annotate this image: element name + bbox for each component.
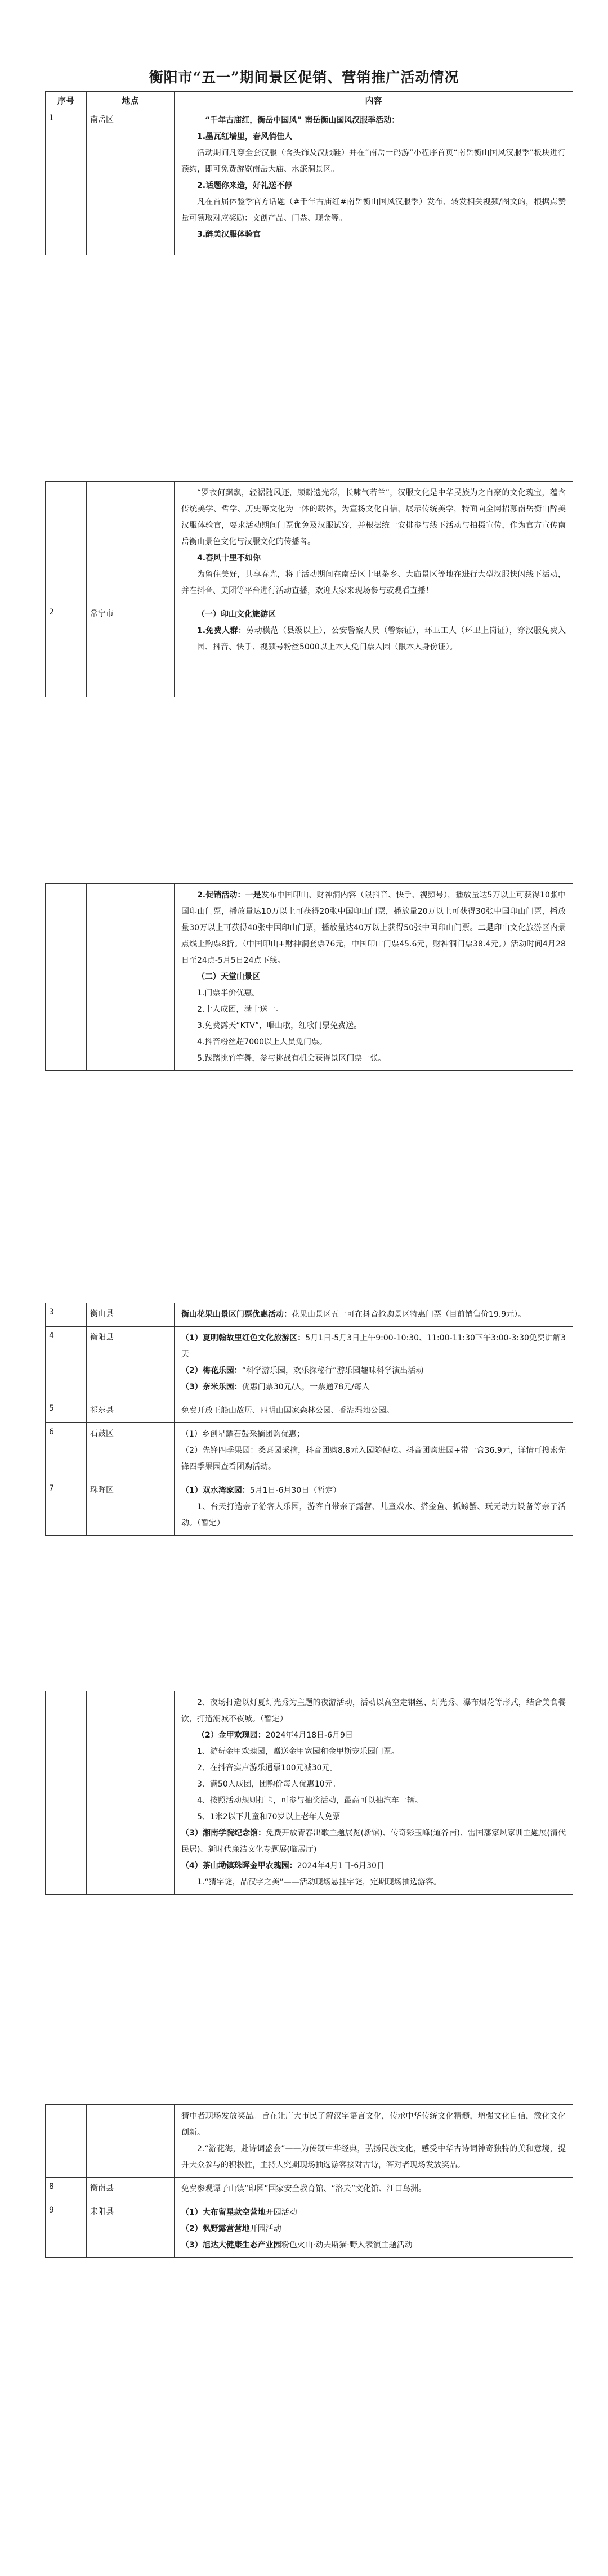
row-location: 耒阳县: [87, 2201, 175, 2258]
row-location-empty: [87, 1691, 175, 1895]
table-row: [46, 2201, 573, 2258]
row-content: [175, 884, 573, 1071]
row-content: [175, 1303, 573, 1327]
list-item: 1、游玩金甲欢瑰园，赠送金甲宽园和金甲斯宠乐园门票。: [197, 1747, 399, 1756]
table-row: [46, 1327, 573, 1399]
item-text: 免费开放青春出歌主题展览(新馆)、传奇彩玉峰(道谷南)、雷国藩家风家训主题展(清代民居)、新时代廉洁文化专题展(临展厅): [181, 1829, 566, 1854]
row-index: 7: [46, 1479, 87, 1536]
row-content: [175, 482, 573, 603]
header-location: 地点: [87, 92, 175, 109]
row-location: 南岳区: [87, 109, 175, 255]
activity-heading: “千年古庙红，衡岳中国风” 南岳衡山国风汉服季活动：: [205, 116, 400, 125]
item-text: 优惠门票30元/人，一票通78元/每人: [242, 1383, 370, 1392]
row-content: [175, 603, 573, 697]
item-label: （4）茶山坳镇珠晖金甲农瑰园：: [181, 1861, 297, 1870]
section-text: 为留住美好，共享春光，将于活动期间在南岳区十里茶乡、大庙景区等地在进行大型汉服快闪线下活动，并在抖音、美团等平台进行活动直播，欢迎大家来现场参与或观看直播！: [181, 570, 566, 595]
row-content: [175, 1423, 573, 1479]
list-item: 5.践踏挑竹竿舞，参与挑战有机会获得景区门票一张。: [197, 1054, 386, 1063]
row-location: 祁东县: [87, 1399, 175, 1423]
item-text: 免费开放王船山故居、四明山国家森林公园、香湖湿地公园。: [181, 1406, 394, 1415]
section-title: 2.话题你来造，好礼送不停: [197, 181, 293, 190]
subsection-heading: （一）印山文化旅游区: [197, 610, 276, 619]
row-location-empty: [87, 482, 175, 603]
item-text: 猜中者现场发放奖品。旨在让广大市民了解汉字语言文化，传承中华传统文化精髓，增强文化自信，激化文化创新。: [181, 2112, 566, 2137]
header-content: 内容: [175, 92, 573, 109]
item-text: 免费参观谭子山镇“印园”国家安全教育馆、“洛夫”文化馆、江口鸟洲。: [181, 2184, 427, 2193]
item-text: 花果山景区五一可在抖音抢购景区特惠门票（目前销售价19.9元）。: [292, 1310, 526, 1319]
item-text: （2）先锋四季果园：桑葚园采摘，抖音团购8.8元入园随便吃。抖音团购进园+带一盒36.9元，详情可搜索先锋四季果园查看团购活动。: [181, 1446, 566, 1471]
row-content: [175, 1327, 573, 1399]
item-text: 粉色火山·动夫斯猫·野人表演主题活动: [281, 2241, 413, 2250]
table-segment-4: [45, 1303, 573, 1536]
table-row: [46, 2178, 573, 2201]
table-row: [46, 109, 573, 255]
header-index: 序号: [46, 92, 87, 109]
row-index: 9: [46, 2201, 87, 2258]
item-label: （3）湘南学院纪念馆：: [181, 1829, 266, 1838]
row-index-empty: [46, 482, 87, 603]
item-text: （1）乡创星耀石鼓采摘团购优惠；: [181, 1430, 305, 1439]
table-row: [46, 1479, 573, 1536]
table-segment-6: [45, 2104, 573, 2258]
row-content: [175, 2105, 573, 2178]
item-label: 1.免费人群：: [197, 626, 247, 635]
row-index: 3: [46, 1303, 87, 1327]
row-index: 2: [46, 603, 87, 697]
row-index: 1: [46, 109, 87, 255]
item-text: 开园活动: [249, 2224, 281, 2233]
list-item: 5、1米2以下儿童和70岁以上老年人免票: [197, 1812, 341, 1821]
item-text: 2024年4月18日-6月9日: [265, 1731, 353, 1740]
item-label: 二是: [477, 923, 494, 932]
table-row: [46, 884, 573, 1071]
table-header-row: [46, 92, 573, 109]
table-row: [46, 2105, 573, 2178]
subsection-heading: （二）天堂山景区: [197, 972, 260, 981]
item-text: 5月1日-5月3日上午9:00-10:30、11:00-11:30下午3:00-3:30免费讲解3天: [181, 1334, 566, 1359]
section-title: 4.春风十里不如你: [197, 554, 261, 563]
row-location-empty: [87, 2105, 175, 2178]
item-label: 衡山花果山景区门票优惠活动：: [181, 1310, 292, 1319]
list-item: 4、按照活动规则打卡，可参与抽奖活动，最高可以抽汽车一辆。: [197, 1796, 423, 1805]
item-label: （1）双水湾家园：: [181, 1486, 250, 1495]
row-location: 常宁市: [87, 603, 175, 697]
item-text: 2024年4月1日-6月30日: [297, 1861, 385, 1870]
item-text: 发布中国印山、财神洞内容（限抖音、快手、视频号），播放量达5万以上可获得10张中国印山门票，播放量达10万以上可获得20张中国印山门票，播放量20万以上可获得30张中国印山门票，播放量30万以上可获得40张中国印山门票，播放量达40万以上获得50张中国印山门票。: [181, 891, 566, 932]
row-content: [175, 109, 573, 255]
item-text: “科学游乐园，欢乐探秘行”游乐园趣味科学演出活动: [242, 1366, 424, 1375]
item-text: 劳动模范（县级以上），公安警察人员（警察证），环卫工人（环卫上岗证），穿汉服免费入园、抖音、快手、视频号粉丝5000以上本人免门票入园（限本人身份证）。: [197, 626, 566, 652]
list-item: 2、在抖音实卢游乐通票100元减30元。: [197, 1763, 338, 1772]
table-row: [46, 1399, 573, 1423]
item-text: 印山文化旅游区内景点线上购票8折。（中国印山+财神洞套票76元，中国印山门票45.6元，财神洞门票38.4元。）活动时间4月28日至24点-5月5日24点下线。: [181, 923, 566, 965]
item-label: （3）奈米乐园：: [181, 1383, 242, 1392]
row-index: 6: [46, 1423, 87, 1479]
row-index-empty: [46, 2105, 87, 2178]
row-location: 珠晖区: [87, 1479, 175, 1536]
row-content: [175, 2201, 573, 2258]
row-location: 石鼓区: [87, 1423, 175, 1479]
table-row: [46, 603, 573, 697]
row-index: 5: [46, 1399, 87, 1423]
table-segment-1: [45, 91, 573, 255]
table-row: [46, 1691, 573, 1895]
list-item: 3.免费露天“KTV”，唱山歌，红歌门票免费送。: [197, 1021, 362, 1030]
item-label: （3）旭达大健康生态产业园: [181, 2241, 281, 2250]
item-label: （2）梅花乐园：: [181, 1366, 242, 1375]
table-segment-2: [45, 481, 573, 697]
row-location: 衡山县: [87, 1303, 175, 1327]
row-index: 8: [46, 2178, 87, 2201]
row-location-empty: [87, 884, 175, 1071]
row-location: 衡南县: [87, 2178, 175, 2201]
row-index-empty: [46, 1691, 87, 1895]
list-item: 4.抖音粉丝超7000以上人员免门票。: [197, 1038, 327, 1047]
item-label: （2）枫野露营营地: [181, 2224, 250, 2233]
list-item: 3、满50人成团，团购价每人优惠10元。: [197, 1780, 341, 1789]
list-item: 1.“猜字谜，品汉字之美”——活动现场悬挂字谜，定期现场抽选游客。: [197, 1878, 441, 1887]
row-content: [175, 1479, 573, 1536]
table-row: [46, 1423, 573, 1479]
item-text: 5月1日-6月30日（暂定）: [249, 1486, 341, 1495]
item-label: 2.促销活动：一是: [197, 891, 261, 900]
section-title: 1.墨瓦红墙里，春风俏佳人: [197, 132, 293, 141]
list-item: 2.十人成团，满十送一。: [197, 1005, 284, 1014]
row-index-empty: [46, 884, 87, 1071]
item-label: （2）金甲欢瑰园：: [197, 1731, 266, 1740]
table-segment-3: [45, 883, 573, 1071]
table-row: [46, 1303, 573, 1327]
list-item: 1.门票半价优惠。: [197, 989, 260, 998]
row-index: 4: [46, 1327, 87, 1399]
section-text: 凡在首届体验季官方话题（#千年古庙红#南岳衡山国风汉服季）发布、转发相关视频/图文的，根据点赞量可领取对应奖励：文创产品、门票、现金等。: [181, 198, 566, 223]
row-content: [175, 1399, 573, 1423]
table-row: [46, 482, 573, 603]
section-text: 活动期间凡穿全套汉服（含头饰及汉服鞋）并在“南岳一码游”小程序首页“南岳衡山国风汉服季”板块进行预约，即可免费游览南岳大庙、水濂洞景区。: [181, 149, 566, 174]
row-location: 衡阳县: [87, 1327, 175, 1399]
item-label: （1）大布留星款空营地: [181, 2208, 266, 2217]
item-text: 开园活动: [265, 2208, 297, 2217]
section-title: 3.醉美汉服体验官: [197, 230, 261, 239]
item-text: 2.“游花海，赴诗词盛会”——为传颂中华经典，弘扬民族文化，感受中华古诗词神奇独特的美和意境，提升大众参与的积极性，主持人究期现场抽选游客接对古诗，答对者现场发放奖品。: [181, 2144, 566, 2170]
item-text: 2、夜场打造以灯夏灯光秀为主题的夜游活动，活动以高空走钢丝、灯光秀、瀑布烟花等形式，结合美食餐饮，打造潮城不夜城。（暂定）: [181, 1698, 566, 1724]
table-segment-5: [45, 1691, 573, 1895]
item-text: 1、台天打造亲子游客人乐园，游客自带亲子露营、儿童戏水、搭金鱼、抓螃蟹、玩无动力设备等亲子活动。（暂定）: [181, 1502, 566, 1528]
document-title: 衡阳市“五一”期间景区促销、营销推广活动情况: [149, 69, 459, 86]
section-text: “罗衣何飘飘，轻裾随风还，顾盼遗光彩，长啸气若兰”，汉服文化是中华民族为之自豪的文化瑰宝，蕴含传统美学、哲学、历史等文化为一体的载体，为宣扬文化自信，展示传统美学，特面向全网招募南岳衡山醉美汉服体验官，要求活动期间门票优免及汉服试穿，并根据统一安排参与线下活动与拍摄宣传，作为官方宣传南岳衡山景色文化与汉服文化的传播者。: [181, 488, 566, 546]
item-label: （1）夏明翰故里红色文化旅游区：: [181, 1334, 306, 1343]
row-content: [175, 2178, 573, 2201]
row-content: [175, 1691, 573, 1895]
